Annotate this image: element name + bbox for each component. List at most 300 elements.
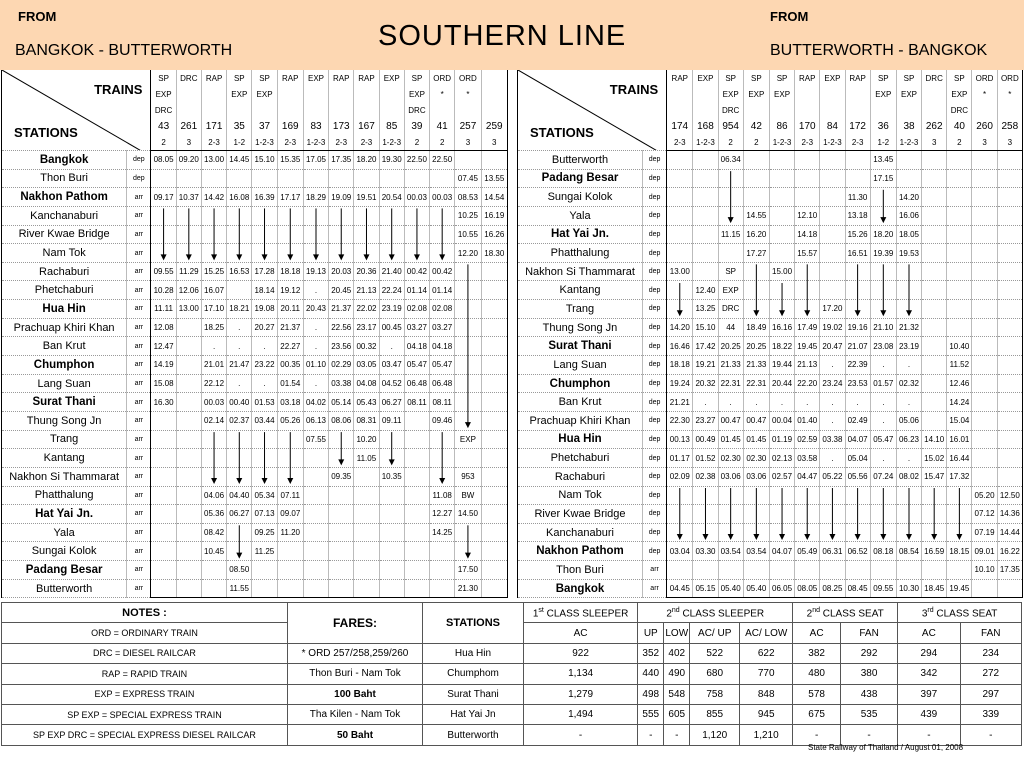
time-cell: [667, 188, 693, 207]
time-cell: [176, 449, 201, 468]
time-cell: 15.25: [201, 262, 226, 281]
train-number: 40: [947, 118, 972, 134]
time-cell: [795, 300, 820, 319]
train-type-cell: [303, 102, 328, 118]
time-cell: [947, 281, 972, 300]
time-cell: [922, 188, 947, 207]
station-row: [518, 356, 1023, 375]
time-cell: [870, 561, 896, 580]
time-cell: 08.05: [795, 579, 820, 598]
time-cell: .: [870, 449, 896, 468]
time-cell: 23.22: [252, 356, 277, 375]
fare-value: 380: [841, 664, 898, 684]
station-row: [2, 188, 508, 207]
station-name: Hua Hin: [518, 430, 643, 449]
time-cell: 11.15: [718, 225, 743, 244]
time-cell: [151, 542, 176, 561]
time-cell: [922, 356, 947, 375]
station-name: Padang Besar: [518, 169, 643, 188]
time-cell: 18.49: [743, 318, 769, 337]
time-cell: [176, 318, 201, 337]
dep-arr-label: dep: [642, 318, 666, 337]
train-class: 2: [430, 134, 455, 151]
time-cell: [922, 486, 947, 505]
train-class: 1-2: [870, 134, 896, 151]
station-row: [2, 561, 508, 580]
time-cell: 08.54: [896, 542, 921, 561]
time-cell: [277, 467, 303, 486]
footer-credit: State Railway of Thailand / August 01, 2008: [808, 743, 964, 752]
time-cell: 05.47: [430, 356, 455, 375]
time-cell: [845, 561, 870, 580]
train-class: 3: [972, 134, 997, 151]
time-cell: [997, 318, 1022, 337]
fare-value: 605: [664, 704, 690, 724]
station-name: Kantang: [518, 281, 643, 300]
time-cell: [997, 151, 1022, 170]
dep-arr-label: arr: [127, 561, 151, 580]
fare-row: [2, 664, 1022, 684]
time-cell: 08.31: [354, 411, 379, 430]
time-cell: [277, 169, 303, 188]
time-cell: .: [820, 411, 845, 430]
time-cell: [354, 169, 379, 188]
time-cell: [201, 244, 226, 263]
time-cell: 18.22: [769, 337, 794, 356]
time-cell: 16.44: [947, 449, 972, 468]
time-cell: 11.29: [176, 262, 201, 281]
time-cell: [404, 411, 429, 430]
dep-arr-label: dep: [642, 300, 666, 319]
time-cell: .: [896, 356, 921, 375]
train-class: 1-2-3: [769, 134, 794, 151]
time-cell: 04.07: [769, 542, 794, 561]
time-cell: 05.40: [743, 579, 769, 598]
time-cell: [379, 505, 404, 524]
time-cell: 19.51: [354, 188, 379, 207]
time-cell: 12.50: [997, 486, 1022, 505]
fare-value: 1,134: [523, 664, 637, 684]
station-name: Rachaburi: [518, 467, 643, 486]
time-cell: 04.08: [354, 374, 379, 393]
train-type-cell: EXP: [227, 86, 252, 102]
train-type-cell: ORD: [972, 70, 997, 86]
train-class: 1-2-3: [896, 134, 921, 151]
time-cell: [481, 486, 507, 505]
time-cell: 10.30: [896, 579, 921, 598]
time-cell: 10.20: [354, 430, 379, 449]
note-item: RAP = RAPID TRAIN: [2, 664, 288, 684]
time-cell: [227, 467, 252, 486]
station-row: [2, 318, 508, 337]
time-cell: [769, 523, 794, 542]
time-cell: [922, 393, 947, 412]
time-cell: [667, 206, 693, 225]
time-cell: [972, 300, 997, 319]
time-cell: 21.01: [201, 356, 226, 375]
train-type-cell: SP: [870, 70, 896, 86]
time-cell: 10.25: [455, 206, 481, 225]
time-cell: 13.18: [845, 206, 870, 225]
fare-value: 855: [690, 704, 740, 724]
time-cell: [252, 449, 277, 468]
time-cell: [404, 523, 429, 542]
time-cell: [795, 188, 820, 207]
time-cell: [820, 523, 845, 542]
time-cell: 23.08: [870, 337, 896, 356]
time-cell: 05.40: [718, 579, 743, 598]
time-cell: [303, 523, 328, 542]
time-cell: [455, 151, 481, 170]
train-number: 260: [972, 118, 997, 134]
station-row: [2, 151, 508, 170]
time-cell: 17.35: [329, 151, 354, 170]
time-cell: 19.45: [947, 579, 972, 598]
time-cell: [667, 225, 693, 244]
time-cell: 14.24: [947, 393, 972, 412]
station-name: Surat Thani: [518, 337, 643, 356]
time-cell: [997, 225, 1022, 244]
time-cell: [379, 430, 404, 449]
time-cell: 06.34: [718, 151, 743, 170]
dep-arr-label: arr: [127, 356, 151, 375]
station-row: [2, 467, 508, 486]
train-type-cell: [201, 86, 226, 102]
time-cell: 16.46: [667, 337, 693, 356]
station-row: [518, 561, 1023, 580]
time-cell: [922, 225, 947, 244]
train-type-cell: EXP: [303, 70, 328, 86]
time-cell: [743, 300, 769, 319]
time-cell: 05.22: [820, 467, 845, 486]
time-cell: 09.11: [379, 411, 404, 430]
time-cell: .: [303, 374, 328, 393]
time-cell: [151, 486, 176, 505]
time-cell: 02.08: [430, 300, 455, 319]
time-cell: 16.51: [845, 244, 870, 263]
time-cell: 02.08: [404, 300, 429, 319]
time-cell: 02.13: [769, 449, 794, 468]
time-cell: 14.25: [430, 523, 455, 542]
time-cell: [354, 561, 379, 580]
time-cell: 08.50: [227, 561, 252, 580]
time-cell: 17.15: [870, 169, 896, 188]
time-cell: [303, 169, 328, 188]
train-type-cell: [176, 102, 201, 118]
station-row: [518, 579, 1023, 598]
time-cell: [947, 505, 972, 524]
train-type-cell: [693, 86, 718, 102]
time-cell: 15.02: [922, 449, 947, 468]
time-cell: 16.20: [743, 225, 769, 244]
dep-arr-label: dep: [127, 169, 151, 188]
train-type-cell: *: [997, 86, 1022, 102]
dep-arr-label: arr: [127, 523, 151, 542]
time-cell: SP: [718, 262, 743, 281]
time-cell: 19.16: [845, 318, 870, 337]
train-number: 39: [404, 118, 429, 134]
time-cell: .: [870, 393, 896, 412]
time-cell: 08.11: [404, 393, 429, 412]
time-cell: [997, 169, 1022, 188]
station-name: Butterworth: [2, 579, 127, 598]
station-row: [518, 225, 1023, 244]
time-cell: [997, 206, 1022, 225]
note-item: SP EXP DRC = SPECIAL EXPRESS DIESEL RAILCAR: [2, 725, 288, 745]
time-cell: [455, 411, 481, 430]
time-cell: 05.15: [693, 579, 718, 598]
time-cell: 23.56: [329, 337, 354, 356]
train-type-cell: [379, 102, 404, 118]
train-type-cell: [896, 102, 921, 118]
time-cell: [481, 561, 507, 580]
time-cell: 02.38: [693, 467, 718, 486]
fare-value: 1,120: [690, 725, 740, 745]
station-row: [518, 169, 1023, 188]
time-cell: 04.06: [201, 486, 226, 505]
time-cell: [693, 169, 718, 188]
station-row: [518, 337, 1023, 356]
time-cell: 06.23: [896, 430, 921, 449]
time-cell: 21.33: [743, 356, 769, 375]
time-cell: 01.52: [693, 449, 718, 468]
time-cell: [151, 411, 176, 430]
train-type-cell: [455, 102, 481, 118]
time-cell: [404, 169, 429, 188]
time-cell: 16.39: [252, 188, 277, 207]
time-cell: 15.08: [151, 374, 176, 393]
time-cell: [997, 467, 1022, 486]
time-cell: 12.27: [430, 505, 455, 524]
station-row: [518, 281, 1023, 300]
time-cell: [845, 151, 870, 170]
time-cell: [845, 505, 870, 524]
train-number: 43: [151, 118, 176, 134]
time-cell: [252, 561, 277, 580]
train-type-cell: RAP: [201, 70, 226, 86]
time-cell: [430, 244, 455, 263]
time-cell: 05.14: [329, 393, 354, 412]
train-type-cell: *: [972, 86, 997, 102]
time-cell: [718, 523, 743, 542]
time-cell: [329, 206, 354, 225]
stations-label: STATIONS: [14, 125, 78, 140]
time-cell: [354, 505, 379, 524]
fare-value: 480: [793, 664, 841, 684]
stations-label: STATIONS: [530, 125, 594, 140]
train-type-cell: [972, 102, 997, 118]
time-cell: [870, 188, 896, 207]
time-cell: 05.43: [354, 393, 379, 412]
time-cell: [922, 151, 947, 170]
time-cell: [404, 467, 429, 486]
train-type-cell: [667, 86, 693, 102]
dep-arr-label: dep: [642, 411, 666, 430]
time-cell: 05.04: [845, 449, 870, 468]
time-cell: [693, 523, 718, 542]
time-cell: [997, 188, 1022, 207]
time-cell: [176, 374, 201, 393]
time-cell: [845, 523, 870, 542]
dep-arr-label: arr: [127, 244, 151, 263]
time-cell: [693, 206, 718, 225]
train-type-cell: SP: [404, 70, 429, 86]
train-type-cell: [379, 86, 404, 102]
time-cell: 20.11: [277, 300, 303, 319]
time-cell: 07.13: [252, 505, 277, 524]
train-number: 168: [693, 118, 718, 134]
time-cell: [769, 281, 794, 300]
time-cell: [303, 486, 328, 505]
time-cell: [354, 579, 379, 598]
time-cell: [151, 244, 176, 263]
fare-subheader: FAN: [960, 623, 1021, 643]
dep-arr-label: arr: [127, 542, 151, 561]
time-cell: 19.02: [820, 318, 845, 337]
fare-note: 50 Baht: [287, 725, 422, 745]
time-cell: [379, 244, 404, 263]
train-type-cell: EXP: [252, 86, 277, 102]
dep-arr-label: arr: [127, 449, 151, 468]
time-cell: [430, 206, 455, 225]
time-cell: .: [795, 393, 820, 412]
station-name: Nakhon Pathom: [2, 188, 127, 207]
train-type-cell: [795, 102, 820, 118]
station-row: [2, 505, 508, 524]
time-cell: [277, 244, 303, 263]
dep-arr-label: arr: [127, 374, 151, 393]
time-cell: [667, 281, 693, 300]
time-cell: .: [870, 411, 896, 430]
train-number: 85: [379, 118, 404, 134]
time-cell: [769, 188, 794, 207]
time-cell: [947, 188, 972, 207]
time-cell: 18.21: [227, 300, 252, 319]
time-cell: 19.30: [379, 151, 404, 170]
time-cell: [252, 244, 277, 263]
time-cell: EXP: [455, 430, 481, 449]
time-cell: [795, 505, 820, 524]
time-cell: 11.30: [845, 188, 870, 207]
dep-arr-label: dep: [642, 188, 666, 207]
time-cell: 03.54: [718, 542, 743, 561]
train-type-cell: [997, 102, 1022, 118]
time-cell: [201, 169, 226, 188]
time-cell: [972, 169, 997, 188]
time-cell: 12.06: [176, 281, 201, 300]
train-type-cell: SP: [896, 70, 921, 86]
station-name: Sungai Kolok: [518, 188, 643, 207]
time-cell: [820, 151, 845, 170]
time-cell: [947, 262, 972, 281]
fare-value: -: [638, 725, 664, 745]
time-cell: 21.47: [227, 356, 252, 375]
time-cell: .: [303, 337, 328, 356]
time-cell: [947, 300, 972, 319]
time-cell: 17.32: [947, 467, 972, 486]
train-class: 2-3: [201, 134, 226, 151]
time-cell: [379, 561, 404, 580]
stations-header: STATIONS: [423, 603, 524, 644]
time-cell: [693, 505, 718, 524]
time-cell: 06.05: [769, 579, 794, 598]
time-cell: [769, 505, 794, 524]
northbound-timetable: [517, 70, 1023, 598]
station-name: Thon Buri: [518, 561, 643, 580]
station-row: [518, 449, 1023, 468]
train-type-cell: [201, 102, 226, 118]
time-cell: [845, 486, 870, 505]
time-cell: [795, 262, 820, 281]
fare-value: 522: [690, 643, 740, 663]
fare-row: [2, 643, 1022, 663]
time-cell: [922, 281, 947, 300]
station-name: Yala: [518, 206, 643, 225]
time-cell: [455, 318, 481, 337]
station-name: Hua Hin: [2, 300, 127, 319]
fare-value: 578: [793, 684, 841, 704]
train-type-cell: [922, 86, 947, 102]
fare-value: 382: [793, 643, 841, 663]
dep-arr-label: dep: [642, 505, 666, 524]
time-cell: [252, 579, 277, 598]
time-cell: [481, 281, 507, 300]
time-cell: [667, 244, 693, 263]
station-name: Butterworth: [518, 151, 643, 170]
time-cell: 02.30: [743, 449, 769, 468]
train-type-cell: [667, 102, 693, 118]
time-cell: [481, 430, 507, 449]
time-cell: [481, 318, 507, 337]
time-cell: 02.57: [769, 467, 794, 486]
time-cell: 18.20: [870, 225, 896, 244]
time-cell: 16.01: [947, 430, 972, 449]
fare-value: 680: [690, 664, 740, 684]
time-cell: [870, 300, 896, 319]
station-name: Thung Song Jn: [518, 318, 643, 337]
time-cell: 14.42: [201, 188, 226, 207]
time-cell: .: [252, 374, 277, 393]
time-cell: [870, 281, 896, 300]
fare-station: Surat Thani: [423, 684, 524, 704]
station-row: [518, 430, 1023, 449]
time-cell: 20.03: [329, 262, 354, 281]
time-cell: 09.17: [151, 188, 176, 207]
train-type-cell: SP: [252, 70, 277, 86]
time-cell: [151, 430, 176, 449]
station-name: Nakhon Si Thammarat: [518, 262, 643, 281]
time-cell: 14.10: [922, 430, 947, 449]
time-cell: 21.30: [455, 579, 481, 598]
time-cell: [997, 262, 1022, 281]
time-cell: [972, 430, 997, 449]
time-cell: [769, 169, 794, 188]
time-cell: 00.03: [430, 188, 455, 207]
time-cell: [667, 561, 693, 580]
train-type-cell: [820, 102, 845, 118]
time-cell: 08.06: [329, 411, 354, 430]
time-cell: 00.13: [667, 430, 693, 449]
train-type-cell: DRC: [404, 102, 429, 118]
time-cell: 07.24: [870, 467, 896, 486]
fare-value: 292: [841, 643, 898, 663]
train-number: 171: [201, 118, 226, 134]
time-cell: [329, 169, 354, 188]
time-cell: [354, 523, 379, 542]
time-cell: 18.25: [201, 318, 226, 337]
time-cell: 12.10: [795, 206, 820, 225]
station-row: [518, 486, 1023, 505]
